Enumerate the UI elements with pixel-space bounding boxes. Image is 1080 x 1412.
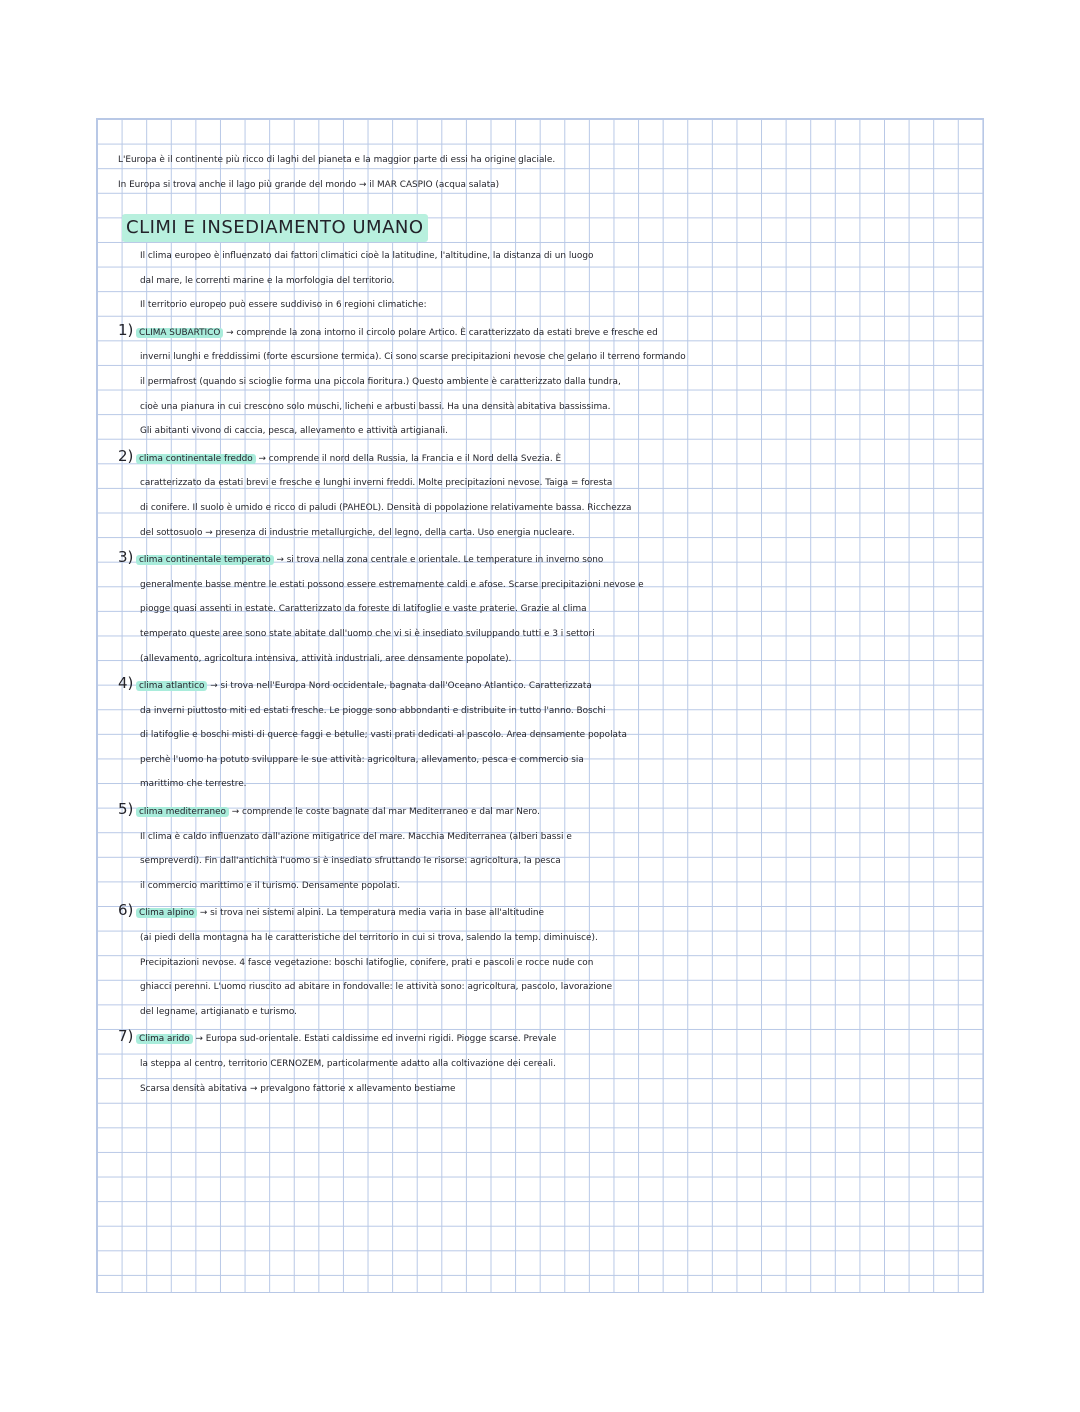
item-line: da inverni piuttosto miti ed estati fresche. Le piogge sono abbondanti e distribuite in tutto l'anno. Boschi — [140, 705, 606, 716]
item-line: Il clima è caldo influenzato dall'azione mitigatrice del mare. Macchia Mediterranea (alberi bassi e — [140, 831, 572, 842]
item-text: → comprende la zona intorno il circolo polare Artico. È caratterizzato da estati breve e fresche ed — [226, 327, 658, 338]
item-number: 2) — [118, 446, 134, 465]
section-heading: CLIMI E INSEDIAMENTO UMANO — [122, 214, 428, 242]
item-line: Scarsa densità abitativa → prevalgono fattorie x allevamento bestiame — [140, 1083, 456, 1094]
intro-line: L'Europa è il continente più ricco di laghi del pianeta e la maggior parte di essi ha origine glaciale. — [118, 155, 556, 165]
item-number: 5) — [118, 800, 134, 819]
item-line: il commercio marittimo e il turismo. Densamente popolati. — [140, 880, 401, 891]
item-line: temperato queste aree sono state abitate dall'uomo che vi si è insediato sviluppando tutti e 3 i settori — [140, 628, 595, 639]
item-line: sempreverdi). Fin dall'antichità l'uomo si è insediato sfruttando le risorse: agricoltura, la pesca — [140, 856, 561, 867]
item-text: → comprende il nord della Russia, la Francia e il Nord della Svezia. È — [258, 453, 562, 464]
paragraph-line: dal mare, le correnti marine e la morfologia del territorio. — [140, 275, 395, 286]
item-number: 4) — [118, 674, 134, 693]
climate-title: Clima alpino — [136, 908, 197, 918]
item-line: ghiacci perenni. L'uomo riuscito ad abitare in fondovalle: le attività sono: agricoltura, pascolo, lavorazione — [140, 982, 613, 993]
item-number: 1) — [118, 320, 134, 339]
list-item — [118, 1024, 978, 1052]
list-item — [118, 545, 978, 573]
item-line: marittimo che terrestre. — [140, 779, 247, 790]
climate-title: clima mediterraneo — [136, 807, 229, 817]
item-number: 3) — [118, 548, 134, 567]
item-line: caratterizzato da estati brevi e fresche e lunghi inverni freddi. Molte precipitazioni nevose. Taiga = foresta — [140, 478, 613, 489]
item-line: piogge quasi assenti in estate. Caratterizzato da foreste di latifoglie e vaste praterie. Grazie al clima — [140, 604, 587, 615]
climate-title: Clima arido — [136, 1034, 193, 1044]
notes-body — [118, 244, 978, 1101]
item-line: Precipitazioni nevose. 4 fasce vegetazione: boschi latifoglie, conifere, prati e pascoli e rocce nude con — [140, 957, 594, 968]
climate-title: clima continentale freddo — [136, 454, 256, 464]
item-line: di latifoglie e boschi misti di querce faggi e betulle; vasti prati dedicati al pascolo. Area densamente popolata — [140, 730, 627, 741]
item-line: (ai piedi della montagna ha le caratteristiche del territorio in cui si trova, salendo la temp. diminuisce). — [140, 933, 598, 944]
item-text: → si trova nell'Europa Nord occidentale, bagnata dall'Oceano Atlantico. Caratterizzata — [210, 681, 592, 692]
intro-line: In Europa si trova anche il lago più grande del mondo → il MAR CASPIO (acqua salata) — [118, 179, 500, 190]
list-item — [118, 898, 978, 926]
list-item — [118, 797, 978, 825]
item-line: generalmente basse mentre le estati possono essere estremamente caldi e afose. Scarse precipitazioni nevose e — [140, 579, 644, 590]
list-item — [118, 444, 978, 472]
item-text: → si trova nella zona centrale e orientale. Le temperature in inverno sono — [276, 555, 604, 566]
item-text: → comprende le coste bagnate dal mar Mediterraneo e dal mar Nero. — [231, 807, 540, 818]
item-line: (allevamento, agricoltura intensiva, attività industriali, aree densamente popolate). — [140, 653, 512, 664]
item-line: perchè l'uomo ha potuto sviluppare le sue attività: agricoltura, allevamento, pesca e commercio sia — [140, 754, 584, 765]
climate-title: clima atlantico — [136, 681, 207, 691]
climate-title: clima continentale temperato — [136, 555, 274, 565]
item-line: il permafrost (quando si scioglie forma una piccola fioritura.) Questo ambiente è caratterizzato dalla tundra, — [140, 376, 621, 387]
paragraph-line: Il territorio europeo può essere suddiviso in 6 regioni climatiche: — [140, 300, 427, 311]
item-line: del legname, artigianato e turismo. — [140, 1006, 297, 1017]
list-item — [118, 671, 978, 699]
item-text: → si trova nei sistemi alpini. La temperatura media varia in base all'altitudine — [199, 908, 545, 919]
item-line: inverni lunghi e freddissimi (forte escursione termica). Ci sono scarse precipitazioni nevose che gelano il terreno formando — [140, 352, 686, 363]
item-line: la steppa al centro, territorio CERNOZEM, particolarmente adatto alla coltivazione dei cereali. — [140, 1059, 556, 1069]
item-line: Gli abitanti vivono di caccia, pesca, allevamento e attività artigianali. — [140, 426, 448, 437]
climate-title: CLIMA SUBARTICO — [136, 328, 223, 338]
intro-paragraph — [118, 148, 978, 197]
item-number: 6) — [118, 901, 134, 920]
paragraph-line: Il clima europeo è influenzato dai fattori climatici cioè la latitudine, l'altitudine, la distanza di un luogo — [140, 251, 594, 261]
item-line: di conifere. Il suolo è umido e ricco di paludi (PAHEOL). Densità di popolazione relativamente bassa. Ricchezza — [140, 502, 632, 513]
item-line: del sottosuolo → presenza di industrie metallurgiche, del legno, della carta. Uso energia nucleare. — [140, 527, 575, 538]
item-text: → Europa sud-orientale. Estati caldissime ed inverni rigidi. Piogge scarse. Prevale — [195, 1034, 557, 1045]
item-number: 7) — [118, 1027, 134, 1046]
list-item — [118, 318, 978, 346]
item-line: cioè una pianura in cui crescono solo muschi, licheni e arbusti bassi. Ha una densità abitativa bassissima. — [140, 401, 611, 412]
